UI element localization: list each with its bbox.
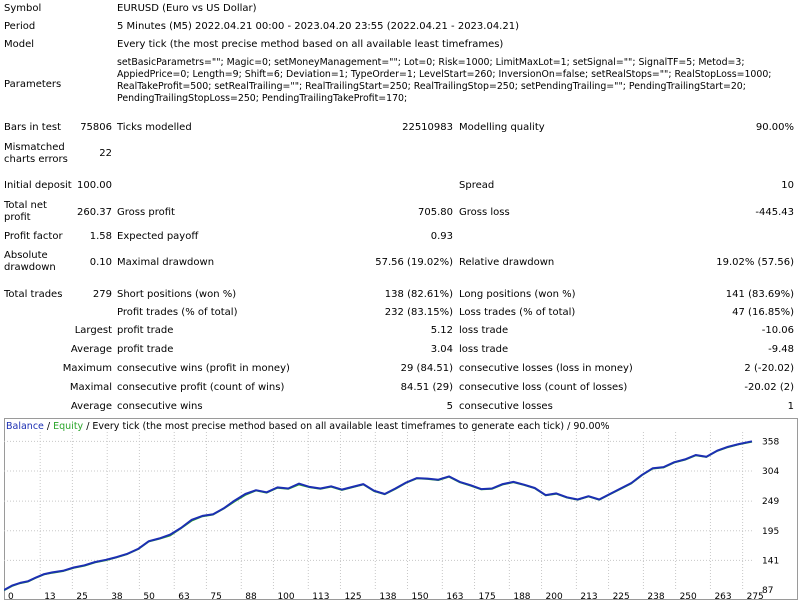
total-trades-value: 279 [92,289,112,300]
y-tick-label: 358 [762,437,780,448]
total-trades-label: Total trades [4,289,63,300]
profit-factor-value: 1.58 [89,231,112,242]
largest-label: Largest [74,325,112,336]
model-label: Model [4,39,35,50]
average-consec-wins-label: consecutive wins [117,401,203,412]
spread-label: Spread [459,180,495,191]
y-tick-label: 304 [762,466,780,477]
expected-payoff-value: 0.93 [430,231,453,242]
max-drawdown-label: Maximal drawdown [117,257,215,268]
gross-loss-value: -445.43 [755,207,794,218]
x-tick-label: 213 [580,592,598,600]
loss-trades-value: 47 (16.85%) [732,307,794,318]
model-value: Every tick (the most precise method based on all available least timeframes) [117,39,504,50]
average-loss-label: loss trade [459,344,509,355]
abs-drawdown-label: Absolute drawdown [4,250,56,273]
x-tick-label: 88 [245,592,257,600]
long-pos-value: 141 (83.69%) [725,289,794,300]
legend-separator: / [43,421,54,432]
profit-factor-label: Profit factor [4,231,63,242]
x-tick-label: 163 [446,592,464,600]
x-tick-label: 38 [111,592,123,600]
largest-profit-label: profit trade [117,325,174,336]
x-tick-label: 263 [714,592,732,600]
maximal-loss-label: consecutive loss (count of losses) [459,382,628,393]
short-pos-value: 138 (82.61%) [384,289,453,300]
period-label: Period [4,21,36,32]
average-label: Average [70,344,112,355]
average-consec-losses-label: consecutive losses [459,401,553,412]
average-consec-wins-value: 5 [446,401,453,412]
largest-loss-label: loss trade [459,325,509,336]
mismatched-value: 22 [99,148,112,159]
x-tick-label: 250 [679,592,697,600]
max-drawdown-value: 57.56 (19.02%) [375,257,453,268]
expected-payoff-label: Expected payoff [117,231,199,242]
quality-label: Modelling quality [459,122,545,133]
y-tick-label: 249 [762,497,780,508]
chart-frame [5,419,798,600]
maximal-profit-value: 84.51 (29) [400,382,453,393]
average-profit-label: profit trade [117,344,174,355]
parameters-value: setBasicParametrs=""; Magic=0; setMoneyManagement=""; Lot=0; Risk=1000; LimitMaxLot=1; setSignal=""; SignalTF=5; Metod=3; AppiedPrice=0; Length=9; Shift=6; Deviation=1; TypeOrder=1; LevelStart=260; InversionOn=false; setRealStops=""; RealStopLoss=1000; RealTakeProfit=500; setRealTrailing=""; RealTrailingStart=250; RealTrailingStop=250; setPendingTrailing=""; PendingTrailingStart=20; PendingTrailingStopLoss=250; PendingTrailingTakeProfit=170; [117,57,772,104]
largest-loss-value: -10.06 [761,325,794,336]
deposit-label: Initial deposit [4,180,72,191]
rel-drawdown-value: 19.02% (57.56) [716,257,794,268]
gross-profit-value: 705.80 [418,207,453,218]
x-tick-label: 50 [143,592,155,600]
x-tick-label: 63 [178,592,190,600]
x-tick-label: 13 [44,592,56,600]
gross-profit-label: Gross profit [117,207,175,218]
legend-balance: Balance [6,421,44,432]
parameters-label: Parameters [4,79,62,90]
largest-profit-value: 5.12 [430,325,453,336]
profit-trades-value: 232 (83.15%) [384,307,453,318]
balance-chart [4,418,798,600]
x-tick-label: 25 [76,592,88,600]
x-tick-label: 150 [411,592,429,600]
long-pos-label: Long positions (won %) [459,289,576,300]
average-consec-losses-value: 1 [787,401,794,412]
maximum-losses-value: 2 (-20.02) [744,363,794,374]
gross-loss-label: Gross loss [459,207,510,218]
average-consec-label: Average [70,401,112,412]
maximal-label: Maximal [69,382,112,393]
loss-trades-label: Loss trades (% of total) [459,307,576,318]
x-tick-label: 100 [277,592,295,600]
chart-legend [6,421,610,432]
maximum-wins-label: consecutive wins (profit in money) [117,363,290,374]
y-tick-label: 195 [762,526,780,537]
maximal-loss-value: -20.02 (2) [744,382,794,393]
deposit-value: 100.00 [77,180,112,191]
x-tick-label: 138 [379,592,397,600]
maximum-label: Maximum [62,363,112,374]
ticks-value: 22510983 [402,122,453,133]
x-tick-label: 238 [647,592,665,600]
maximum-losses-label: consecutive losses (loss in money) [459,363,633,374]
net-profit-label: Total net profit [4,200,47,223]
x-tick-label: 175 [478,592,496,600]
abs-drawdown-value: 0.10 [89,257,112,268]
net-profit-value: 260.37 [77,207,112,218]
x-tick-label: 0 [8,592,14,600]
short-pos-label: Short positions (won %) [117,289,237,300]
average-profit-value: 3.04 [430,344,453,355]
x-tick-label: 225 [612,592,630,600]
mismatched-label: Mismatched charts errors [4,142,68,165]
y-tick-label: 141 [762,556,780,567]
x-tick-label: 125 [344,592,362,600]
maximal-profit-label: consecutive profit (count of wins) [117,382,285,393]
maximum-wins-value: 29 (84.51) [400,363,453,374]
bars-label: Bars in test [4,122,61,133]
x-tick-label: 75 [210,592,222,600]
legend-description: / Every tick (the most precise method based on all available least timeframes to generate each tick) / 90.00% [83,421,610,432]
ticks-label: Ticks modelled [117,122,192,133]
spread-value: 10 [781,180,794,191]
period-value: 5 Minutes (M5) 2022.04.21 00:00 - 2023.04.20 23:55 (2022.04.21 - 2023.04.21) [117,21,519,32]
symbol-label: Symbol [4,3,42,14]
quality-value: 90.00% [755,122,794,133]
legend-equity: Equity [53,421,84,432]
x-tick-label: 113 [312,592,330,600]
rel-drawdown-label: Relative drawdown [459,257,555,268]
average-loss-value: -9.48 [768,344,794,355]
symbol-value: EURUSD (Euro vs US Dollar) [117,3,257,14]
x-tick-label: 188 [513,592,531,600]
y-tick-label: 87 [762,586,774,596]
profit-trades-label: Profit trades (% of total) [117,307,238,318]
x-tick-label: 200 [545,592,563,600]
x-tick-label: 275 [746,592,764,600]
bars-value: 75806 [80,122,112,133]
